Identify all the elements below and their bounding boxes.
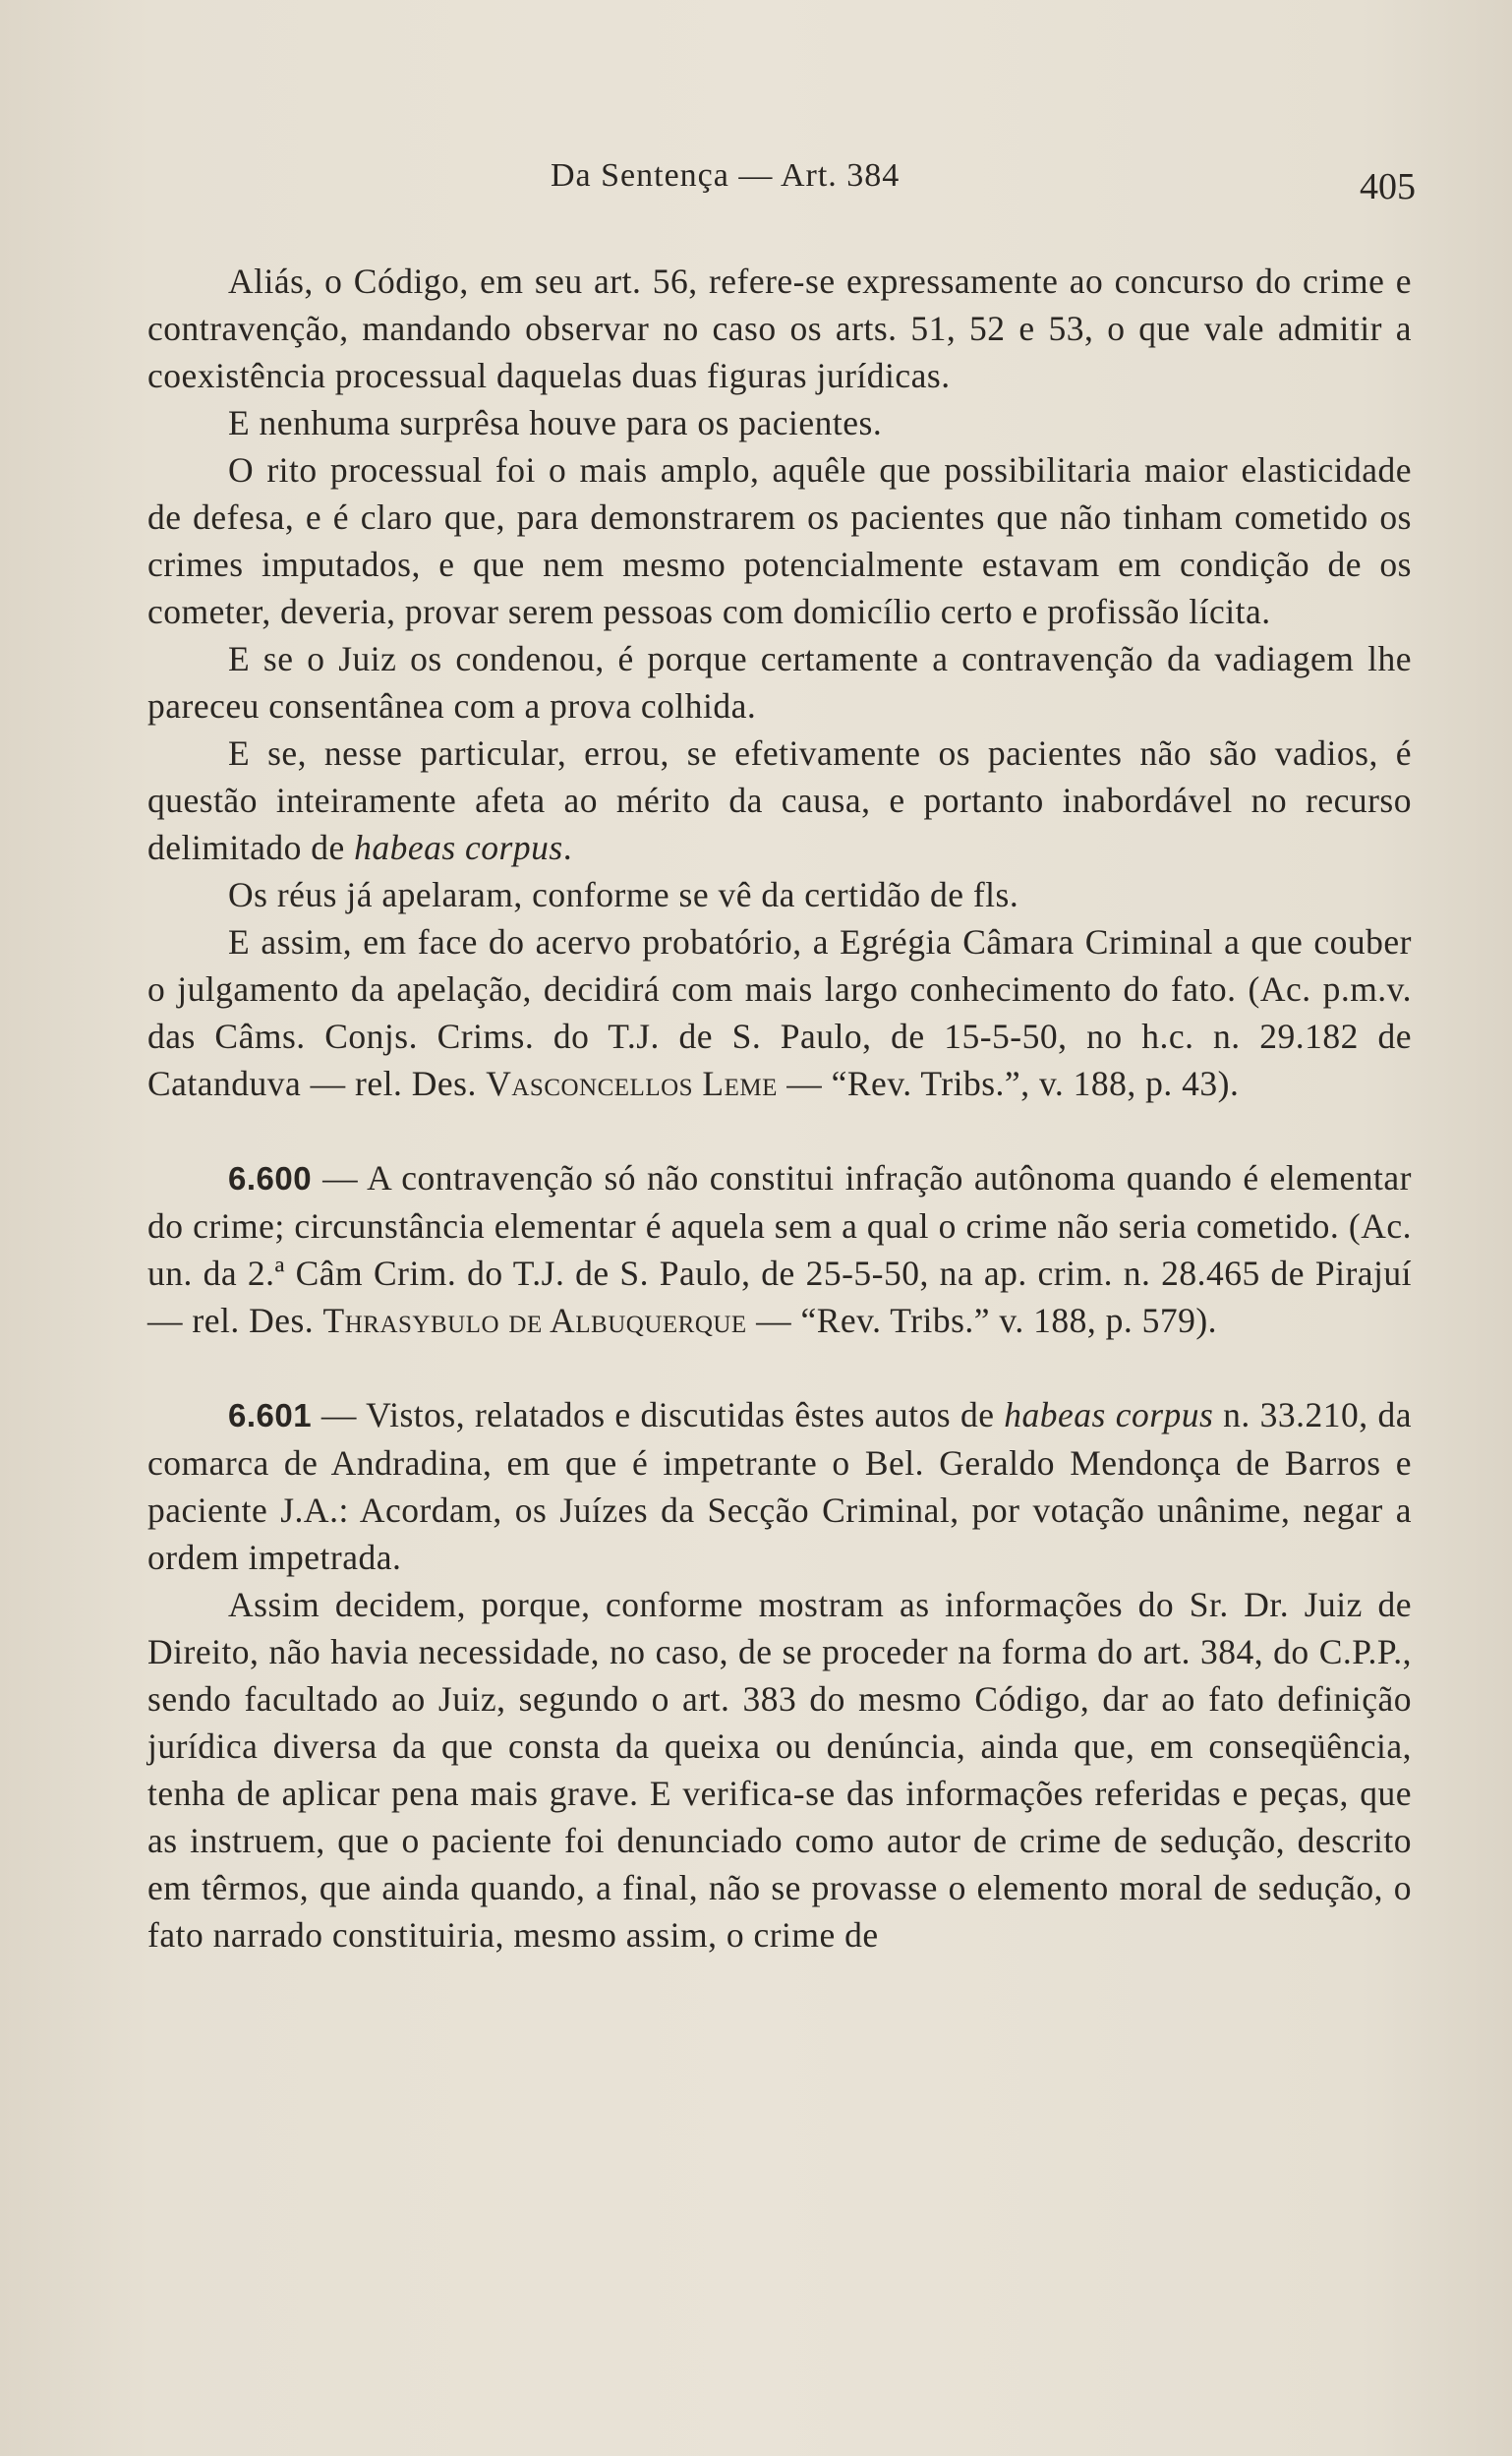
author-name: Vasconcellos Leme <box>486 1064 778 1103</box>
entry-text: — A contravenção só não constitui infração autônoma quando é elementar do crime; circunstância elementar é aquela sem a qual o crime não seria cometido. (Ac. un. da 2.ª Câm Crim. do T.J. de S. Paulo, de 25-5-50, na ap. crim. n. 28.465 de Pirajuí — rel. Des. <box>147 1158 1412 1340</box>
paragraph: E se o Juiz os condenou, é porque certamente a contravenção da vadiagem lhe pareceu consentânea com a prova colhida. <box>147 639 1412 726</box>
paragraph-text: E assim, em face do acervo probatório, a Egrégia Câmara Criminal a que couber o julgamento da apelação, decidirá com mais largo conhecimento do fato. (Ac. p.m.v. das Câms. Conjs. Crims. do T.J. de S. Paulo, de 15-5-50, no h.c. n. 29.182 de Catanduva — rel. Des. <box>147 922 1412 1103</box>
body-text <box>147 258 1412 1959</box>
italic-term: habeas corpus <box>1004 1395 1214 1434</box>
author-name: Thrasybulo de Albuquerque <box>322 1301 747 1340</box>
italic-term: habeas corpus <box>354 828 563 867</box>
paragraph <box>147 918 1412 1107</box>
entry-text: — Vistos, relatados e discutidas êstes autos de <box>312 1395 1005 1434</box>
running-title: Da Sentença — Art. 384 <box>551 157 901 194</box>
entry-6600 <box>147 1154 1412 1344</box>
paragraph <box>147 730 1412 871</box>
entry-6601 <box>147 1391 1412 1581</box>
entry-number: 6.600 <box>228 1160 313 1197</box>
page-header <box>147 147 1416 216</box>
paragraph: O rito processual foi o mais amplo, aquêle que possibilitaria maior elasticidade de defesa, e é claro que, para demonstrarem os pacientes que não tinham cometido os crimes imputados, e que nem mesmo potencialmente estavam em condição de os cometer, deveria, provar serem pessoas com domicílio certo e profissão lícita. <box>147 450 1412 631</box>
entry-text: n. 33.210, da comarca de Andradina, em que é impetrante o Bel. Geraldo Mendonça de Barros e paciente J.A.: Acordam, os Juízes da Secção Criminal, por votação unânime, negar a ordem impetrada. <box>147 1395 1412 1577</box>
paragraph: Aliás, o Código, em seu art. 56, refere-se expressamente ao concurso do crime e contravenção, mandando observar no caso os arts. 51, 52 e 53, o que vale admitir a coexistência processual daquelas duas figuras jurídicas. <box>147 262 1412 395</box>
section-gap <box>147 1107 1412 1154</box>
entry-number: 6.601 <box>228 1397 313 1433</box>
entry-text: — “Rev. Tribs.” v. 188, p. 579). <box>746 1301 1218 1340</box>
paragraph: Assim decidem, porque, conforme mostram as informações do Sr. Dr. Juiz de Direito, não havia necessidade, no caso, de se proceder na forma do art. 384, do C.P.P., sendo facultado ao Juiz, segundo o art. 383 do mesmo Código, dar ao fato definição jurídica diversa da que consta da queixa ou denúncia, ainda que, em conseqüência, tenha de aplicar pena mais grave. E verifica-se das informações referidas e peças, que as instruem, que o paciente foi denunciado como autor de crime de sedução, descrito em têrmos, que ainda quando, a final, não se provasse o elemento moral de sedução, o fato narrado constituiria, mesmo assim, o crime de <box>147 1585 1412 1955</box>
paragraph: E nenhuma surprêsa houve para os pacientes. <box>228 403 883 442</box>
page-number: 405 <box>1360 166 1416 207</box>
paragraph-text: E se, nesse particular, errou, se efetivamente os pacientes não são vadios, é questão inteiramente afeta ao mérito da causa, e portanto inabordável no recurso delimitado de <box>147 733 1412 867</box>
paragraph: Os réus já apelaram, conforme se vê da certidão de fls. <box>228 875 1019 914</box>
paragraph-text: — “Rev. Tribs.”, v. 188, p. 43). <box>777 1064 1240 1103</box>
paragraph-text: . <box>562 828 573 867</box>
section-gap <box>147 1344 1412 1391</box>
